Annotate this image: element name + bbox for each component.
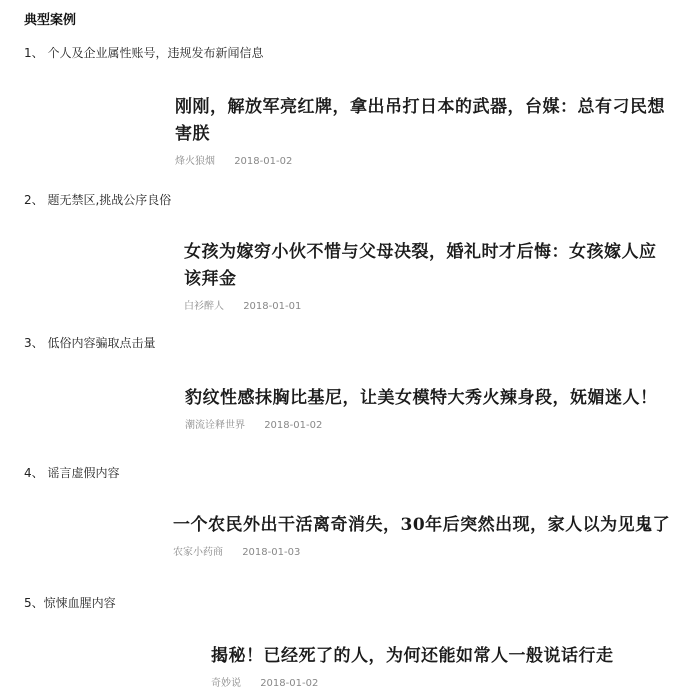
article-date-1: 2018-01-02 <box>234 156 293 167</box>
article-title-1[interactable]: 刚刚，解放军亮红牌，拿出吊打日本的武器，台媒：总有刁民想害朕 <box>175 97 665 144</box>
article-source-1: 烽火狼烟 <box>175 156 215 167</box>
article-title-2[interactable]: 女孩为嫁穷小伙不惜与父母决裂，婚礼时才后悔：女孩嫁人应该拜金 <box>184 242 657 289</box>
article-card-5[interactable] <box>211 643 671 689</box>
article-card-4[interactable] <box>173 512 673 558</box>
article-title-3[interactable]: 豹纹性感抹胸比基尼，让美女模特大秀火辣身段，妩媚迷人！ <box>185 388 658 408</box>
article-date-5: 2018-01-02 <box>260 678 319 689</box>
article-source-3: 潮流诠释世界 <box>185 420 245 431</box>
case-label-5: 5、惊悚血腥内容 <box>24 596 116 610</box>
article-card-2[interactable] <box>184 239 664 312</box>
article-title-4[interactable]: 一个农民外出干活离奇消失，30年后突然出现，家人以为见鬼了 <box>173 515 671 535</box>
case-label-4: 4、 谣言虚假内容 <box>24 466 120 480</box>
case-label-3: 3、 低俗内容骗取点击量 <box>24 336 156 350</box>
article-meta-1 <box>175 152 665 167</box>
article-source-5: 奇妙说 <box>211 678 241 689</box>
article-source-4: 农家小药商 <box>173 547 223 558</box>
article-card-1[interactable] <box>175 94 665 167</box>
article-source-2: 白衫醉人 <box>184 301 224 312</box>
article-title-5[interactable]: 揭秘！已经死了的人，为何还能如常人一般说话行走 <box>211 646 614 666</box>
article-card-3[interactable] <box>185 385 685 431</box>
case-label-1: 1、 个人及企业属性账号，违规发布新闻信息 <box>24 46 264 60</box>
article-meta-5 <box>211 674 671 689</box>
case-label-2: 2、 题无禁区,挑战公序良俗 <box>24 193 172 207</box>
article-date-2: 2018-01-01 <box>243 301 302 312</box>
article-meta-2 <box>184 297 664 312</box>
article-date-3: 2018-01-02 <box>264 420 323 431</box>
article-date-4: 2018-01-03 <box>242 547 301 558</box>
article-meta-4 <box>173 543 673 558</box>
page-heading: 典型案例 <box>24 13 77 28</box>
article-meta-3 <box>185 416 685 431</box>
